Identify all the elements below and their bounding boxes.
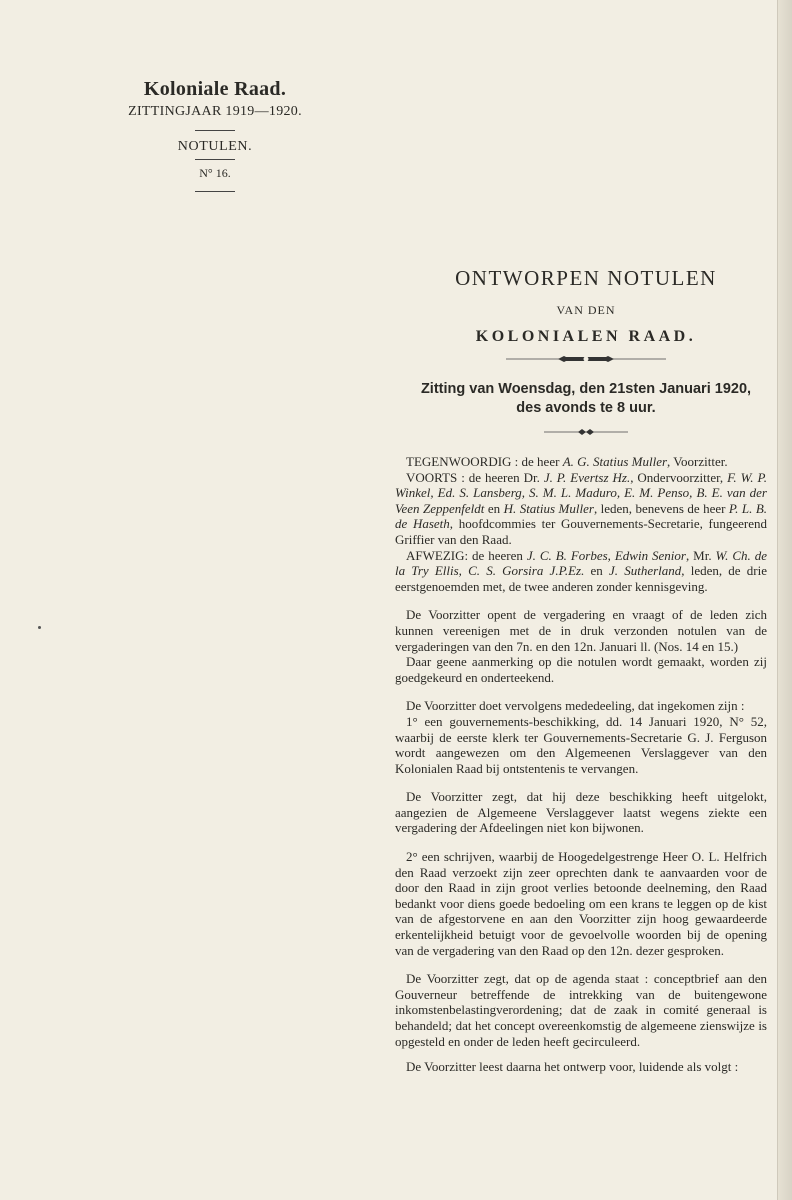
member-names: F. W. P. Winkel, Ed. S. Lansberg, S. M. L. Maduro, E. M. Penso, B. E. van der Veen Zeppenfeldt (395, 469, 767, 516)
clerk-name: P. L. B. de Haseth (395, 500, 768, 532)
chair-name: A. G. Statius Muller (562, 454, 668, 469)
attendance-also (395, 470, 767, 548)
paragraph: 1° een gouvernements-beschikking, dd. 14 Januari 1920, N° 52, waarbij de eerste klerk ter Gouvernements-Secretarie G. J. Ferguson wordt aangewezen om den Algemeenen Verslaggever van den Kolonialen Raad bij ontstentenis te vervangen. (395, 713, 767, 776)
attendance-text: , hoofdcommies ter Gouvernements-Secretarie, fungeerend Griffier van den Raad. (395, 516, 768, 547)
title-block (400, 266, 772, 436)
absent-name: J. Sutherland (609, 563, 682, 579)
absent-names: W. Ch. de la Try Ellis, C. S. Gorsira J.P.Ez. (395, 547, 767, 579)
attendance-text: , leden, de drie eerstgenoemden met, de twee anderen zonder kennisgeving. (395, 563, 767, 594)
member-name: H. Statius Muller (503, 500, 594, 516)
paragraph: De Voorzitter doet vervolgens mededeeling, dat ingekomen zijn : (406, 698, 745, 714)
paragraph: De Voorzitter zegt, dat op de agenda staat : conceptbrief aan den Gouverneur betreffende de intrekking van de buitengewone inkomstenbelastingverordening; dat de zaak in comité generaal is behandeld; dat het concept overeenkomstig de algemeene zienswijze is opgesteld en onder de leden heeft gecirculeerd. (395, 971, 767, 1049)
attendance-text: en (484, 500, 504, 516)
council-title: KOLONIALEN RAAD. (475, 328, 697, 345)
notulen-label: NOTULEN. (177, 139, 253, 154)
title-van-den: VAN DEN (556, 303, 616, 317)
attendance-text: TEGENWOORDIG : de heer (406, 454, 563, 469)
session-year: ZITTINGJAAR 1919—1920. (128, 104, 302, 119)
attendance-text: VOORTS : de heeren Dr. (406, 469, 544, 485)
attendance-text: , leden, benevens de heer (593, 500, 729, 516)
paragraph: Daar geene aanmerking op die notulen wordt gemaakt, worden zij goedgekeurd en onderteekend. (395, 654, 767, 685)
small-ornament-divider (544, 428, 628, 436)
member-name: J. P. Evertsz Hz. (543, 469, 631, 485)
paragraph: De Voorzitter leest daarna het ontwerp voor, luidende als volgt : (406, 1059, 739, 1075)
attendance-text: , Mr. (685, 547, 716, 563)
attendance-text: , Ondervoorzitter, (630, 469, 728, 485)
page-edge (777, 0, 792, 1200)
paper-speck (38, 626, 41, 629)
attendance-text: en (584, 563, 609, 579)
session-date: Zitting van Woensdag, den 21sten Januari 1920, (420, 381, 752, 397)
ornament-divider (506, 354, 666, 364)
attendance-text: AFWEZIG: de heeren (406, 547, 527, 563)
header-rule (195, 159, 235, 160)
main-title: ONTWORPEN NOTULEN (455, 266, 717, 290)
header-rule (195, 130, 235, 131)
paragraph: 2° een schrijven, waarbij de Hoogedelgestrenge Heer O. L. Helfrich den Raad verzoekt zijn zeer oprechten dank te aanvaarden voor de door den Raad in zijn groot verlies betoonde deelneming, den Raad bedankt voor diens goede bedoeling om een krans te leggen op de kist van de afgestorvene en aan den Voorzitter zijn hoog gewaardeerde erkentelijkheid betuigt voor de gevoelvolle woorden bij de opening van de vergadering van den Raad op den 12n. dezer gesproken. (395, 849, 767, 958)
paragraph: De Voorzitter opent de vergadering en vraagt of de leden zich kunnen vereenigen met de in druk verzonden notulen van de vergaderingen van den 7n. en den 12n. Januari ll. (Nos. 14 en 15.) (395, 607, 767, 654)
attendance-text: , Voorzitter. (667, 454, 728, 469)
absent-names: J. C. B. Forbes, Edwin Senior (526, 547, 686, 563)
header-rule (195, 191, 235, 192)
attendance-present (395, 454, 767, 470)
session-time: des avonds te 8 uur. (516, 400, 656, 416)
council-name: Koloniale Raad. (143, 78, 287, 100)
attendance-absent (395, 548, 767, 595)
document-header (110, 78, 320, 200)
minutes-body (395, 454, 767, 1075)
paragraph: De Voorzitter zegt, dat hij deze beschikking heeft uitgelokt, aangezien de Algemeene Verslaggever laatst wegens ziekte een vergadering der Afdeelingen niet kon bijwonen. (395, 789, 767, 836)
document-number: N° 16. (199, 166, 231, 180)
